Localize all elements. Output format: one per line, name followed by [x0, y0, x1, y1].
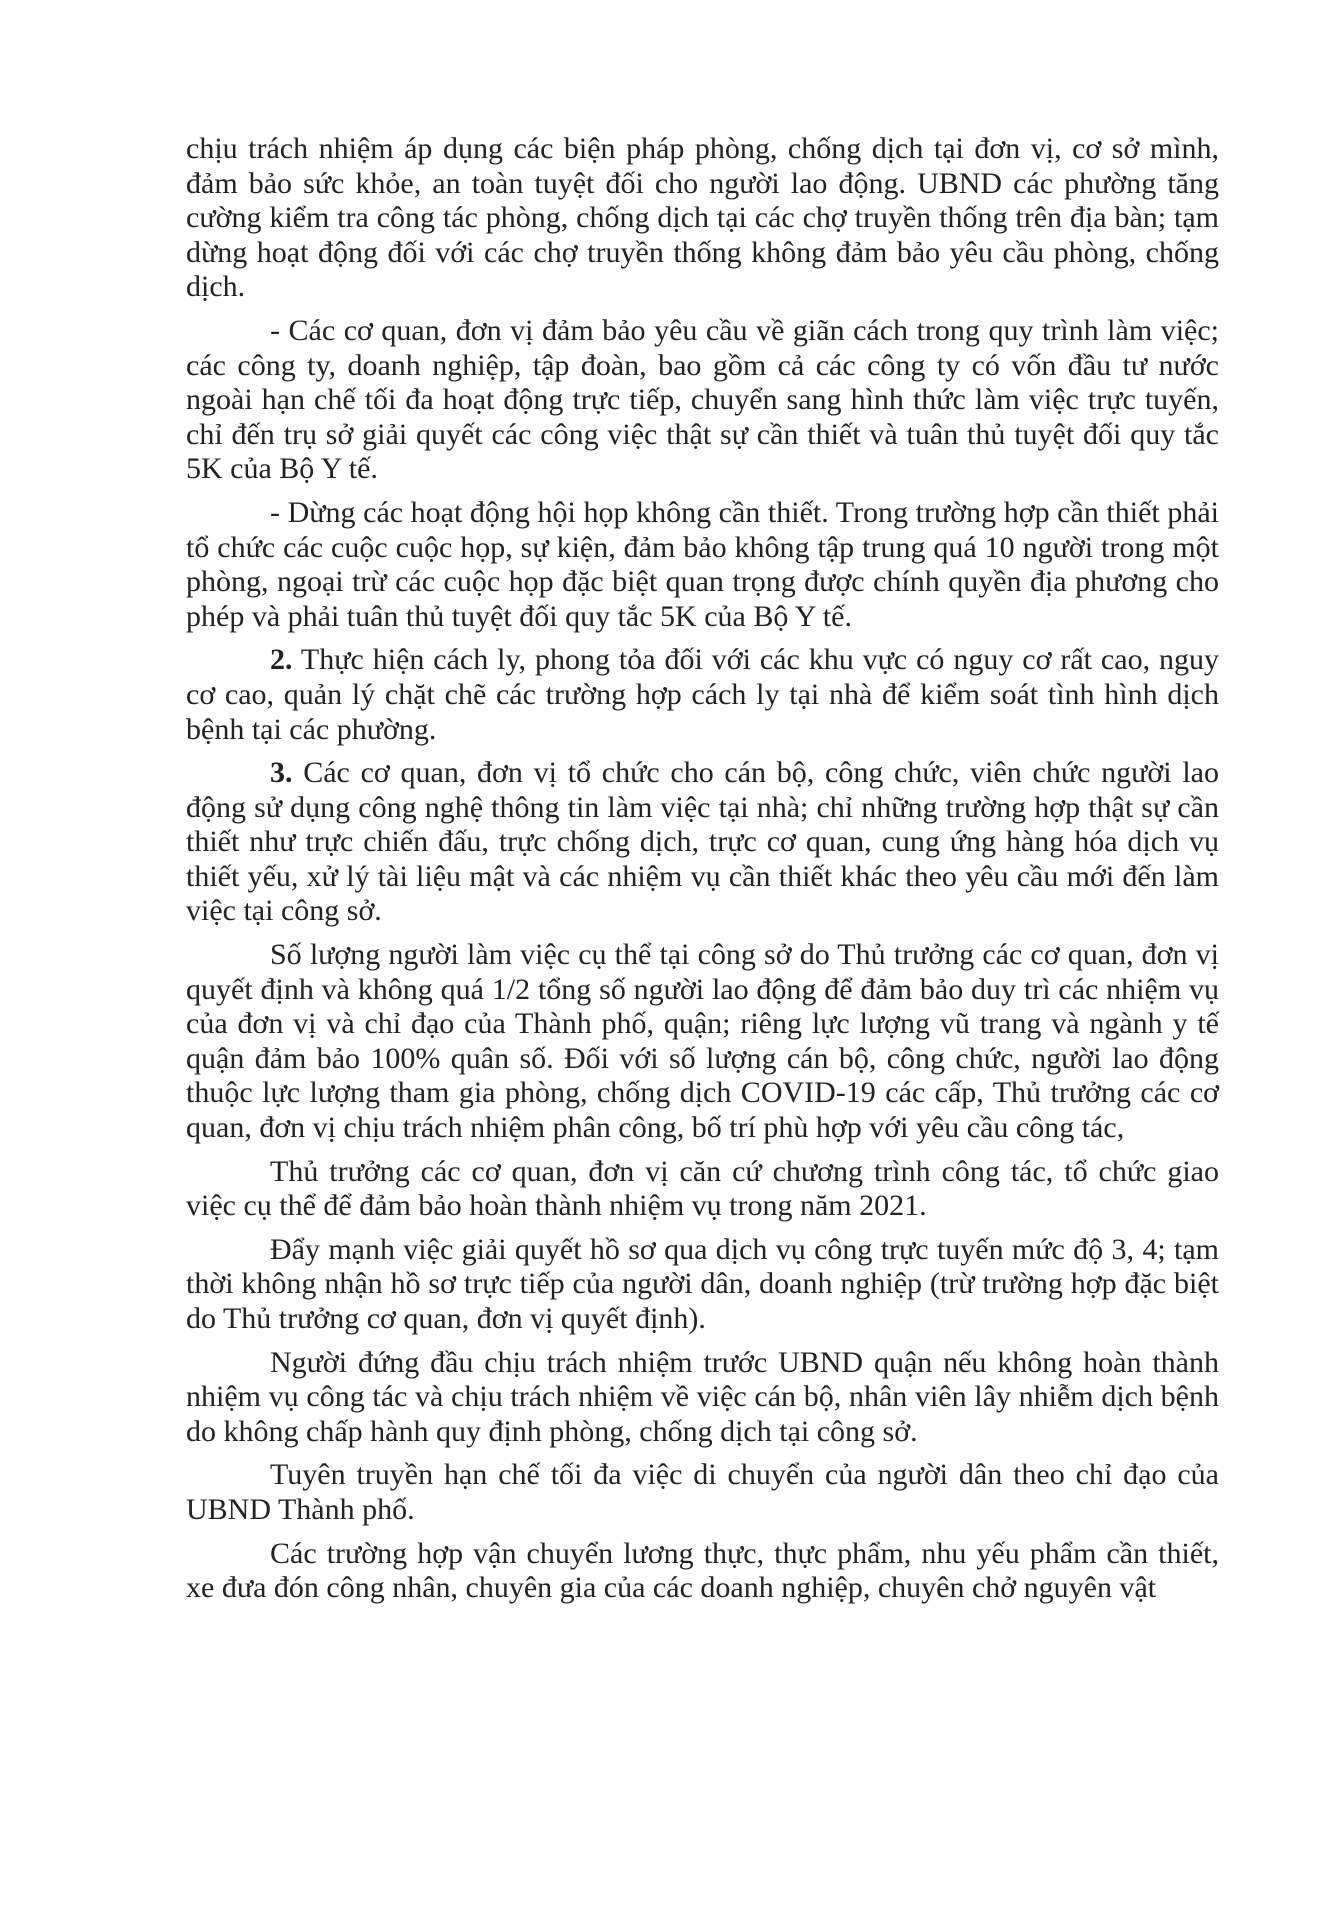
paragraph-meetings	[186, 496, 1219, 634]
paragraph-task-assignment	[186, 1155, 1219, 1224]
item-number: 2.	[270, 643, 293, 677]
paragraph-text: Các trường hợp vận chuyển lương thực, thực phẩm, nhu yếu phẩm cần thiết, xe đưa đón công nhân, chuyên gia của các doanh nghiệp, chuyên chở nguyên vật	[186, 1536, 1219, 1605]
paragraph-text: Thủ trưởng các cơ quan, đơn vị căn cứ chương trình công tác, tổ chức giao việc cụ thể để đảm bảo hoàn thành nhiệm vụ trong năm 2021.	[186, 1154, 1219, 1223]
paragraph-text: Người đứng đầu chịu trách nhiệm trước UBND quận nếu không hoàn thành nhiệm vụ công tác và chịu trách nhiệm về việc cán bộ, nhân viên lây nhiễm dịch bệnh do không chấp hành quy định phòng, chống dịch tại công sở.	[186, 1345, 1219, 1448]
paragraph-text: Đẩy mạnh việc giải quyết hồ sơ qua dịch vụ công trực tuyến mức độ 3, 4; tạm thời không nhận hồ sơ trực tiếp của người dân, doanh nghiệp (trừ trường hợp đặc biệt do Thủ trưởng cơ quan, đơn vị quyết định).	[186, 1232, 1219, 1335]
paragraph-propaganda	[186, 1458, 1219, 1527]
paragraph-online-services	[186, 1233, 1219, 1337]
paragraph-item-2	[186, 643, 1219, 747]
item-number: 3.	[270, 756, 293, 790]
paragraph-transport	[186, 1537, 1219, 1606]
paragraph-text: Thực hiện cách ly, phong tỏa đối với các khu vực có nguy cơ rất cao, nguy cơ cao, quản lý chặt chẽ các trường hợp cách ly tại nhà để kiểm soát tình hình dịch bệnh tại các phường.	[186, 643, 1219, 746]
paragraph-text: Số lượng người làm việc cụ thể tại công sở do Thủ trưởng các cơ quan, đơn vị quyết định và không quá 1/2 tổng số người lao động để đảm bảo duy trì các nhiệm vụ của đơn vị và chỉ đạo của Thành phố, quận; riêng lực lượng vũ trang và ngành y tế quận đảm bảo 100% quân số. Đối với số lượng cán bộ, công chức, người lao động thuộc lực lượng tham gia phòng, chống dịch COVID-19 các cấp, Thủ trưởng các cơ quan, đơn vị chịu trách nhiệm phân công, bố trí phù hợp với yêu cầu công tác,	[186, 938, 1219, 1145]
paragraph-item-3	[186, 756, 1219, 929]
paragraph-work-distancing	[186, 314, 1219, 487]
document-body	[186, 132, 1219, 1615]
paragraph-text: - Dừng các hoạt động hội họp không cần thiết. Trong trường hợp cần thiết phải tổ chức các cuộc cuộc họp, sự kiện, đảm bảo không tập trung quá 10 người trong một phòng, ngoại trừ các cuộc họp đặc biệt quan trọng được chính quyền địa phương cho phép và phải tuân thủ tuyệt đối quy tắc 5K của Bộ Y tế.	[186, 495, 1219, 633]
paragraph-responsibility	[186, 1346, 1219, 1450]
paragraph-text: - Các cơ quan, đơn vị đảm bảo yêu cầu về giãn cách trong quy trình làm việc; các công ty, doanh nghiệp, tập đoàn, bao gồm cả các công ty có vốn đầu tư nước ngoài hạn chế tối đa hoạt động trực tiếp, chuyển sang hình thức làm việc trực tuyến, chỉ đến trụ sở giải quyết các công việc thật sự cần thiết và tuân thủ tuyệt đối quy tắc 5K của Bộ Y tế.	[186, 313, 1219, 486]
paragraph-text: Tuyên truyền hạn chế tối đa việc di chuyển của người dân theo chỉ đạo của UBND Thành phố.	[186, 1458, 1219, 1526]
paragraph-text: chịu trách nhiệm áp dụng các biện pháp phòng, chống dịch tại đơn vị, cơ sở mình, đảm bảo sức khỏe, an toàn tuyệt đối cho người lao động. UBND các phường tăng cường kiểm tra công tác phòng, chống dịch tại các chợ truyền thống trên địa bàn; tạm dừng hoạt động đối với các chợ truyền thống không đảm bảo yêu cầu phòng, chống dịch.	[186, 132, 1219, 304]
paragraph-continuation	[186, 132, 1219, 305]
paragraph-text: Các cơ quan, đơn vị tổ chức cho cán bộ, công chức, viên chức người lao động sử dụng công nghệ thông tin làm việc tại nhà; chỉ những trường hợp thật sự cần thiết như trực chiến đấu, trực chống dịch, trực cơ quan, cung ứng hàng hóa dịch vụ thiết yếu, xử lý tài liệu mật và các nhiệm vụ cần thiết khác theo yêu cầu mới đến làm việc tại công sở.	[186, 756, 1219, 928]
paragraph-staff-count	[186, 938, 1219, 1146]
